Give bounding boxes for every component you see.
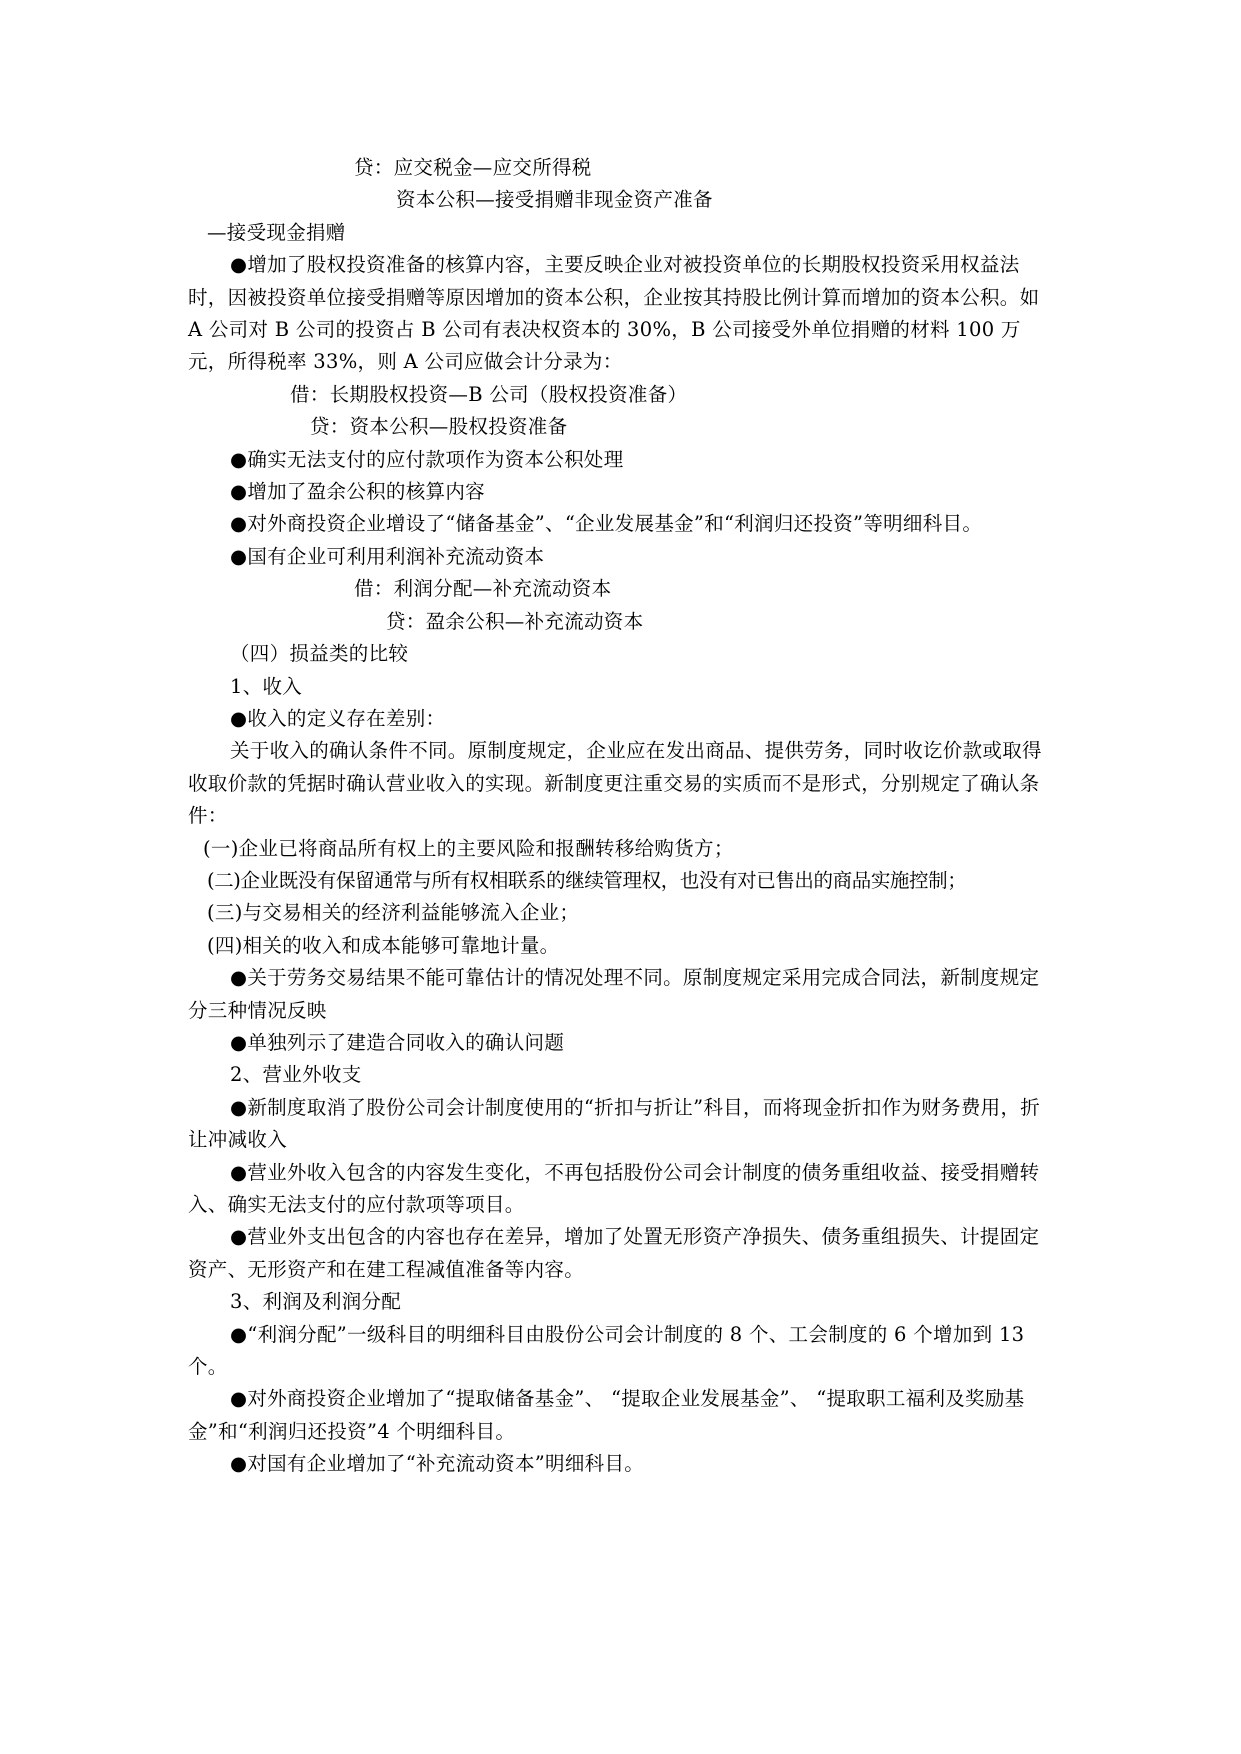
bullet-paragraph: ●对外商投资企业增加了“提取储备基金”、 “提取企业发展基金”、 “提取职工福利及奖励基金”和“利润归还投资”4 个明细科目。 [188,1387,1025,1443]
body-paragraph: 关于收入的确认条件不同。原制度规定，企业应在发出商品、提供劳务，同时收讫价款或取得收取价款的凭据时确认营业收入的实现。新制度更注重交易的实质而不是形式，分别规定了确认条件： [188,739,1042,828]
condition-item: (一)企业已将商品所有权上的主要风险和报酬转移给购货方； [203,836,734,860]
condition-item: (四)相关的收入和成本能够可靠地计量。 [207,933,560,957]
subsection-heading: 1、收入 [230,674,303,698]
bullet-paragraph: ●对国有企业增加了“补充流动资本”明细科目。 [230,1452,645,1476]
bullet-paragraph: ●营业外支出包含的内容也存在差异，增加了处置无形资产净损失、债务重组损失、计提固定资产、无形资产和在建工程减值准备等内容。 [188,1225,1040,1281]
document-body [188,152,1054,1481]
section-heading: （四）损益类的比较 [230,642,409,666]
journal-entry-credit: 贷：盈余公积—补充流动资本 [386,609,644,633]
subsection-heading: 2、营业外收支 [230,1063,362,1087]
journal-entry-credit: —接受现金捐赠 [207,220,346,244]
bullet-paragraph: ●单独列示了建造合同收入的确认问题 [230,1030,565,1054]
bullet-paragraph: ●营业外收入包含的内容发生变化，不再包括股份公司会计制度的债务重组收益、接受捐赠转入、确实无法支付的应付款项等项目。 [188,1160,1040,1216]
bullet-paragraph: ●增加了股权投资准备的核算内容，主要反映企业对被投资单位的长期股权投资采用权益法时，因被投资单位接受捐赠等原因增加的资本公积，企业按其持股比例计算而增加的资本公积。如 A 公司对 B 公司的投资占 B 公司有表决权资本的 30%，B 公司接受外单位捐赠的材料 100 万元，所得税率 33%，则 A 公司应做会计分录为： [188,253,1040,374]
condition-item: (二)企业既没有保留通常与所有权相联系的继续管理权，也没有对已售出的商品实施控制； [207,868,967,892]
bullet-paragraph: ●国有企业可利用利润补充流动资本 [230,544,545,568]
journal-entry-credit: 贷：资本公积—股权投资准备 [310,415,568,439]
subsection-heading: 3、利润及利润分配 [230,1290,402,1314]
journal-entry-credit: 贷：应交税金—应交所得税 [354,156,592,179]
bullet-paragraph: ●关于劳务交易结果不能可靠估计的情况处理不同。原制度规定采用完成合同法，新制度规定分三种情况反映 [188,966,1040,1022]
bullet-paragraph: ●收入的定义存在差别： [230,706,446,730]
bullet-paragraph: ●确实无法支付的应付款项作为资本公积处理 [230,447,624,471]
journal-entry-debit: 借：利润分配—补充流动资本 [354,577,612,601]
journal-entry-debit: 借：长期股权投资—B 公司（股权投资准备） [290,382,688,406]
bullet-paragraph: ●增加了盈余公积的核算内容 [230,480,485,504]
bullet-paragraph: ●新制度取消了股份公司会计制度使用的“折扣与折让”科目，而将现金折扣作为财务费用，折让冲减收入 [188,1095,1041,1152]
condition-item: (三)与交易相关的经济利益能够流入企业； [207,901,580,925]
bullet-paragraph: ●对外商投资企业增设了“储备基金”、“企业发展基金”和“利润归还投资”等明细科目。 [230,512,983,536]
bullet-paragraph: ●“利润分配”一级科目的明细科目由股份公司会计制度的 8 个、工会制度的 6 个增加到 13 个。 [188,1322,1025,1379]
journal-entry-credit: 资本公积—接受捐赠非现金资产准备 [396,188,713,212]
